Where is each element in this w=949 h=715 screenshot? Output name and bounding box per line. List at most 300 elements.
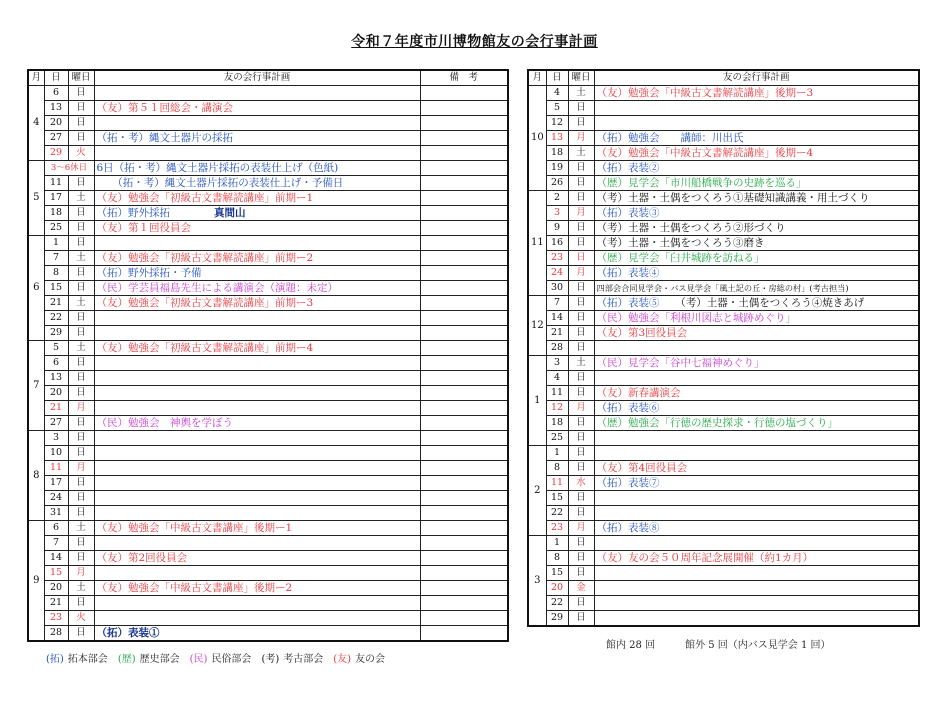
weekday-cell: 日 [68,371,94,386]
event-text: （友）第2回役員会 [96,552,188,564]
note-cell [420,386,508,401]
day-cell: 3 [546,356,568,371]
event-text: （拓）勉強会 講師：川出氏 [596,132,744,144]
event-cell [594,146,919,161]
event-cell [594,566,919,581]
weekday-cell: 水 [568,476,594,491]
table-row [528,341,919,356]
note-cell [420,146,508,161]
event-cell [94,206,420,221]
day-cell: 12 [546,116,568,131]
weekday-cell: 火 [68,611,94,626]
event-cell [594,221,919,236]
table-row [28,551,508,566]
day-cell: 22 [546,596,568,611]
weekday-cell: 日 [568,191,594,206]
day-cell: 20 [44,386,68,401]
header-day: 日 [546,70,568,86]
weekday-cell: 日 [68,626,94,642]
weekday-cell: 土 [68,581,94,596]
day-cell: 29 [44,326,68,341]
event-cell [94,221,420,236]
weekday-cell: 日 [68,491,94,506]
table-row [28,536,508,551]
day-cell: 22 [44,311,68,326]
day-cell: 3 [546,206,568,221]
day-cell: 5 [546,101,568,116]
event-cell [594,131,919,146]
table-row [28,401,508,416]
weekday-cell: 日 [568,371,594,386]
note-cell [420,131,508,146]
table-row [28,626,508,642]
event-cell [94,101,420,116]
event-cell [94,296,420,311]
day-cell: 6 [44,521,68,536]
month-cell: 6 [28,236,44,341]
event-cell [94,236,420,251]
weekday-cell: 日 [568,611,594,627]
weekday-cell: 金 [568,581,594,596]
month-cell: 8 [28,431,44,521]
month-cell: 7 [28,341,44,431]
event-text: （友）勉強会「中級古文書講座」後期ー2 [96,582,293,594]
note-cell [420,626,508,642]
weekday-cell: 土 [68,521,94,536]
note-cell [420,581,508,596]
note-cell [420,326,508,341]
note-cell [420,401,508,416]
day-cell: 21 [44,401,68,416]
table-row [28,581,508,596]
event-cell [94,626,420,642]
table-row [528,101,919,116]
note-cell [420,191,508,206]
weekday-cell: 月 [568,206,594,221]
day-cell: 23 [44,611,68,626]
note-cell [420,116,508,131]
weekday-cell: 日 [568,566,594,581]
weekday-cell: 月 [68,461,94,476]
weekday-cell: 日 [568,296,594,311]
day-cell: 26 [546,176,568,191]
note-cell [420,476,508,491]
event-cell [94,131,420,146]
day-cell: 13 [44,101,68,116]
day-cell: 11 [546,476,568,491]
day-cell: 28 [546,341,568,356]
event-cell [594,581,919,596]
table-row [28,251,508,266]
event-cell [594,356,919,371]
table-row [528,236,919,251]
legend-label: 歴史部会 [139,654,180,665]
day-cell: 15 [44,566,68,581]
table-row [528,326,919,341]
weekday-cell: 土 [568,146,594,161]
event-text: （友）勉強会「初級古文書解読講座」前期ー4 [96,342,314,354]
event-text: （拓）表装⑤ [596,297,660,309]
event-text: （友）第１回役員会 [96,222,191,234]
weekday-cell: 月 [568,266,594,281]
month-cell: 10 [528,86,546,191]
event-cell [94,326,420,341]
weekday-cell: 日 [68,176,94,191]
weekday-cell: 日 [68,101,94,116]
table-row [28,116,508,131]
header-day: 日 [44,70,68,86]
weekday-cell: 日 [68,476,94,491]
day-cell: 23 [546,521,568,536]
event-cell [94,461,420,476]
weekday-cell: 日 [68,416,94,431]
day-cell: 15 [546,566,568,581]
note-cell [420,506,508,521]
event-text: （考）土器・土偶をつくろう②形づくり [596,222,786,234]
day-cell: 12 [546,401,568,416]
event-cell [94,161,420,176]
table-row [28,236,508,251]
event-text: （民）勉強会「利根川図志と城跡めぐり」 [596,312,796,324]
table-row [528,431,919,446]
event-cell [594,101,919,116]
table-row [28,266,508,281]
event-text: （友）第５１回総会・講演会 [96,102,233,114]
month-cell: 11 [528,191,546,296]
event-text: （友）勉強会「初級古文書解読講座」前期ー1 [96,192,314,204]
day-cell: 21 [44,296,68,311]
table-row [28,131,508,146]
event-cell [594,596,919,611]
event-text: （友）勉強会「中級古文書解読講座」後期ー3 [596,87,814,99]
day-cell: 24 [44,491,68,506]
weekday-cell: 日 [568,416,594,431]
event-cell [594,341,919,356]
header-event: 友の会行事計画 [94,70,420,86]
header-month: 月 [28,70,44,86]
table-row [528,296,919,311]
day-cell: 20 [546,581,568,596]
event-cell [94,116,420,131]
day-cell: 24 [546,266,568,281]
weekday-cell: 日 [68,206,94,221]
weekday-cell: 土 [568,356,594,371]
event-cell [94,341,420,356]
table-row [528,551,919,566]
weekday-cell: 日 [68,356,94,371]
day-cell: 1 [546,446,568,461]
table-row [28,611,508,626]
note-cell [420,266,508,281]
event-cell [594,311,919,326]
event-cell [94,446,420,461]
event-text: （民）勉強会 神輿を学ぼう [96,417,233,429]
table-row [528,131,919,146]
note-cell [420,86,508,101]
table-row [528,446,919,461]
note-cell [420,101,508,116]
event-text: （歴）勉強会「行徳の歴史探求・行徳の塩づくり」 [596,417,838,429]
table-row [28,461,508,476]
weekday-cell: 日 [568,386,594,401]
event-text: （友）友の会５０周年記念展開催（約1カ月） [596,552,814,564]
weekday-cell: 日 [568,251,594,266]
weekday-label: 休日 [70,163,88,173]
weekday-cell: 土 [68,191,94,206]
event-cell [594,371,919,386]
event-cell [594,176,919,191]
note-cell [420,491,508,506]
note-cell [420,551,508,566]
event-text: （拓）表装⑧ [596,522,660,534]
note-cell [420,371,508,386]
weekday-cell: 日 [568,536,594,551]
event-text: （友）第4回役員会 [596,462,688,474]
event-cell [594,506,919,521]
table-row [28,386,508,401]
table-row [28,146,508,161]
event-cell [594,116,919,131]
table-row [528,251,919,266]
event-cell [94,476,420,491]
schedule-table-left [27,69,509,642]
event-cell [94,386,420,401]
table-row [528,536,919,551]
table-row [28,326,508,341]
month-cell: 2 [528,446,546,536]
event-cell [594,611,919,627]
month-cell: 3 [528,536,546,627]
note-cell [420,356,508,371]
event-cell [94,611,420,626]
day-cell: 13 [44,371,68,386]
day-cell: 3 [44,431,68,446]
event-cell [94,176,420,191]
table-row [28,281,508,296]
legend-key: (歴) [117,654,136,665]
event-cell [94,281,420,296]
event-cell [94,371,420,386]
event-text: （考）土器・土偶をつくろう④焼きあげ [659,297,865,309]
day-cell: 18 [546,416,568,431]
note-cell [420,611,508,626]
event-cell [94,566,420,581]
legend-label: 民俗部会 [211,654,252,665]
event-cell [94,146,420,161]
day-cell: 7 [546,296,568,311]
event-cell [94,86,420,101]
event-text: （民）学芸員福島先生による講演会（演題：未定） [96,282,338,294]
table-row [28,431,508,446]
legend-label: 友の会 [355,654,386,665]
event-cell [94,536,420,551]
event-cell [594,266,919,281]
event-text: （友）第3回役員会 [596,327,688,339]
event-cell [594,491,919,506]
table-row [28,296,508,311]
weekday-cell: 日 [568,221,594,236]
day-cell: 20 [44,116,68,131]
header-month: 月 [528,70,546,86]
event-text: （考）土器・土偶をつくろう①基礎知識講義・用土づくり [596,192,870,204]
table-row [528,176,919,191]
event-cell [594,296,919,311]
weekday-cell: 日 [568,326,594,341]
weekday-cell: 日 [68,386,94,401]
legend-key: (民) [189,654,208,665]
table-row [28,596,508,611]
weekday-cell: 土 [68,296,94,311]
table-row [28,446,508,461]
weekday-cell: 日 [68,326,94,341]
event-text: （拓・考）縄文土器片の採拓 [96,132,233,144]
day-cell: 18 [546,146,568,161]
day-cell: 17 [44,476,68,491]
table-row [528,506,919,521]
weekday-cell: 日 [568,101,594,116]
event-text: （考）土器・土偶をつくろう③磨き [596,237,765,249]
day-cell: 8 [546,461,568,476]
table-row [528,266,919,281]
day-cell: 6 [44,356,68,371]
event-cell [594,446,919,461]
event-cell [594,476,919,491]
note-cell [420,341,508,356]
table-row [528,476,919,491]
legend-label: 拓本部会 [67,654,108,665]
table-row [28,416,508,431]
weekday-cell: 日 [568,506,594,521]
weekday-cell: 日 [568,311,594,326]
event-text: 四部会合同見学会・バス見学会「風土記の丘・房総の村」(考古担当) [596,283,849,293]
weekday-cell: 日 [68,431,94,446]
day-cell: 17 [44,191,68,206]
weekday-cell: 日 [568,116,594,131]
event-text: （歴）見学会「臼井城跡を訪ねる」 [596,252,765,264]
header-event: 友の会行事計画 [594,70,919,86]
note-cell [420,176,508,191]
event-count-summary: 館内 28 回 館外 5 回（内バス見学会 1 回） [606,640,831,651]
event-cell [94,251,420,266]
weekday-cell: 日 [568,446,594,461]
note-cell [420,596,508,611]
event-cell [594,281,919,296]
event-cell [594,326,919,341]
month-cell: 1 [528,356,546,446]
event-text: （友）勉強会「初級古文書解読講座」前期ー2 [96,252,314,264]
table-row [28,191,508,206]
table-row [28,161,508,176]
event-text: 6日（拓・考）縄文土器片採拓の表装仕上げ（色紙) [96,162,339,174]
event-text: （拓）表装⑥ [596,402,660,414]
table-row [528,416,919,431]
table-row [528,491,919,506]
day-cell: 8 [44,266,68,281]
table-row [28,206,508,221]
table-row [528,146,919,161]
day-cell: 25 [546,431,568,446]
header-note: 備 考 [420,70,508,86]
day-cell: 11 [44,176,68,191]
day-cell: 2 [546,191,568,206]
schedule-table-right [527,69,920,627]
event-text: （民）見学会「谷中七福神めぐり」 [596,357,765,369]
event-cell [94,596,420,611]
day-cell: 11 [44,461,68,476]
day-cell: 28 [44,626,68,642]
weekday-cell: 月 [568,401,594,416]
event-cell [94,491,420,506]
event-cell [94,266,420,281]
weekday-cell: 日 [68,506,94,521]
event-text: （拓）表装⑦ [596,477,660,489]
table-row [528,86,919,101]
note-cell [420,221,508,236]
table-row [528,401,919,416]
table-row [528,116,919,131]
event-cell [94,191,420,206]
event-cell [94,416,420,431]
weekday-cell: 日 [568,281,594,296]
day-cell: 16 [546,236,568,251]
table-row [28,566,508,581]
month-cell: 5 [28,161,44,236]
table-row [528,566,919,581]
weekday-cell: 日 [568,341,594,356]
note-cell [420,446,508,461]
note-cell [420,281,508,296]
weekday-cell: 日 [68,266,94,281]
event-cell [594,461,919,476]
event-cell [594,521,919,536]
weekday-cell: 日 [68,131,94,146]
table-row [528,191,919,206]
event-cell [594,416,919,431]
event-text: （拓）表装① [96,627,160,639]
day-cell: 4 [546,86,568,101]
legend-label: 考古部会 [283,654,324,665]
event-text: （拓）表装② [596,162,660,174]
day-cell: 8 [546,551,568,566]
event-cell [594,86,919,101]
event-text: （拓）表装③ [596,207,660,219]
day-cell: 21 [44,596,68,611]
day-cell: 14 [44,551,68,566]
event-cell [94,551,420,566]
table-row [28,476,508,491]
table-row [528,521,919,536]
weekday-cell: 月 [568,131,594,146]
note-cell [420,236,508,251]
weekday-cell: 日 [568,491,594,506]
table-row [528,311,919,326]
weekday-cell: 日 [68,86,94,101]
note-cell [420,521,508,536]
table-row [528,281,919,296]
event-cell [594,236,919,251]
weekday-cell: 日 [68,116,94,131]
table-row [528,581,919,596]
note-cell [420,431,508,446]
event-cell [94,521,420,536]
weekday-cell: 日 [68,236,94,251]
weekday-cell: 月 [568,521,594,536]
day-cell: 30 [546,281,568,296]
weekday-cell: 日 [568,461,594,476]
month-cell: 4 [28,86,44,161]
day-cell: 5 [44,341,68,356]
day-cell: 11 [546,386,568,401]
